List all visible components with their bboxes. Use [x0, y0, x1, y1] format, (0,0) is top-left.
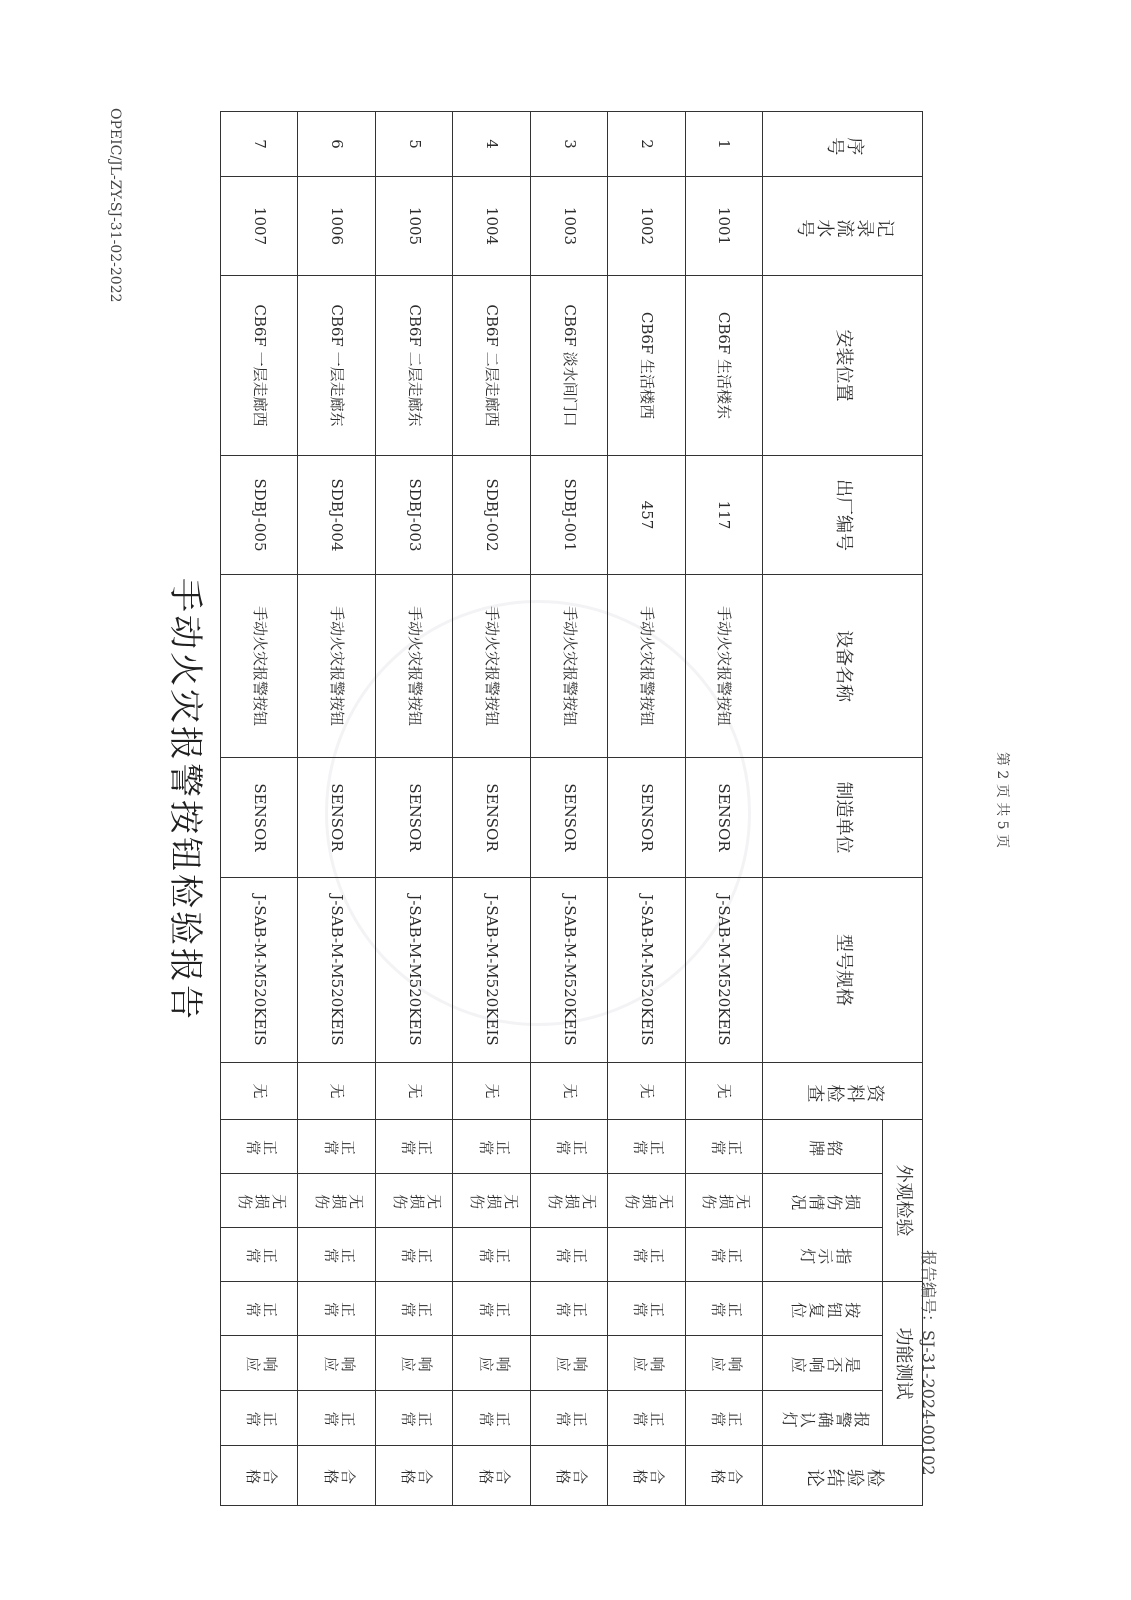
cell-manufacturer: SENSOR	[608, 758, 685, 878]
cell-reset: 正常	[530, 1282, 607, 1336]
cell-manufacturer: SENSOR	[221, 758, 298, 878]
cell-damage: 无损伤	[453, 1174, 530, 1228]
header-seq: 序号	[763, 112, 923, 177]
cell-confirm-light: 正常	[608, 1391, 685, 1446]
cell-record-no: 1005	[375, 177, 452, 276]
header-record-no: 记录流水号	[763, 177, 923, 276]
header-device-name: 设备名称	[763, 575, 923, 758]
cell-confirm-light: 正常	[221, 1391, 298, 1446]
cell-device-name: 手动火灾报警按钮	[608, 575, 685, 758]
header-confirm-light: 报警确认灯	[763, 1391, 883, 1446]
cell-location: CB6F 生活楼西	[608, 276, 685, 456]
cell-nameplate: 正常	[298, 1120, 375, 1174]
header-reset: 按钮复位	[763, 1282, 883, 1336]
cell-model: J-SAB-M-M520KEIS	[453, 878, 530, 1063]
table-row	[221, 112, 298, 1506]
cell-indicator: 正常	[453, 1228, 530, 1282]
cell-indicator: 正常	[375, 1228, 452, 1282]
cell-reset: 正常	[375, 1282, 452, 1336]
cell-conclusion: 合格	[685, 1446, 762, 1506]
cell-damage: 无损伤	[298, 1174, 375, 1228]
cell-damage: 无损伤	[221, 1174, 298, 1228]
cell-confirm-light: 正常	[685, 1391, 762, 1446]
cell-model: J-SAB-M-M520KEIS	[530, 878, 607, 1063]
header-response: 是否响应	[763, 1336, 883, 1391]
cell-reset: 正常	[608, 1282, 685, 1336]
cell-nameplate: 正常	[375, 1120, 452, 1174]
cell-model: J-SAB-M-M520KEIS	[375, 878, 452, 1063]
cell-conclusion: 合格	[453, 1446, 530, 1506]
cell-model: J-SAB-M-M520KEIS	[221, 878, 298, 1063]
cell-damage: 无损伤	[375, 1174, 452, 1228]
header-manufacturer: 制造单位	[763, 758, 923, 878]
cell-device-name: 手动火灾报警按钮	[530, 575, 607, 758]
cell-nameplate: 正常	[453, 1120, 530, 1174]
header-factory-no: 出厂编号	[763, 456, 923, 575]
cell-response: 响应	[375, 1336, 452, 1391]
cell-record-no: 1007	[221, 177, 298, 276]
cell-indicator: 正常	[608, 1228, 685, 1282]
cell-manufacturer: SENSOR	[530, 758, 607, 878]
header-conclusion: 检验结论	[763, 1446, 923, 1506]
cell-conclusion: 合格	[375, 1446, 452, 1506]
cell-doc-check: 无	[685, 1063, 762, 1120]
cell-reset: 正常	[221, 1282, 298, 1336]
cell-record-no: 1002	[608, 177, 685, 276]
cell-seq: 6	[298, 112, 375, 177]
cell-factory-no: 457	[608, 456, 685, 575]
cell-doc-check: 无	[453, 1063, 530, 1120]
cell-record-no: 1003	[530, 177, 607, 276]
header-doc-check: 资料检查	[763, 1063, 923, 1120]
cell-conclusion: 合格	[608, 1446, 685, 1506]
cell-reset: 正常	[453, 1282, 530, 1336]
cell-indicator: 正常	[685, 1228, 762, 1282]
cell-location: CB6F 一层走廊西	[221, 276, 298, 456]
cell-doc-check: 无	[221, 1063, 298, 1120]
cell-device-name: 手动火灾报警按钮	[453, 575, 530, 758]
cell-nameplate: 正常	[221, 1120, 298, 1174]
cell-seq: 1	[685, 112, 762, 177]
cell-conclusion: 合格	[298, 1446, 375, 1506]
header-damage: 损伤情况	[763, 1174, 883, 1228]
form-code: OPEIC/JL-ZY-SJ-31-02-2022	[107, 108, 123, 303]
cell-model: J-SAB-M-M520KEIS	[608, 878, 685, 1063]
cell-conclusion: 合格	[530, 1446, 607, 1506]
cell-doc-check: 无	[530, 1063, 607, 1120]
cell-location: CB6F 二层走廊西	[453, 276, 530, 456]
table-row	[530, 112, 607, 1506]
cell-seq: 5	[375, 112, 452, 177]
cell-factory-no: 117	[685, 456, 762, 575]
cell-confirm-light: 正常	[530, 1391, 607, 1446]
header-location: 安装位置	[763, 276, 923, 456]
cell-seq: 4	[453, 112, 530, 177]
cell-location: CB6F 淡水间门口	[530, 276, 607, 456]
header-model: 型号规格	[763, 878, 923, 1063]
cell-seq: 7	[221, 112, 298, 177]
table-row	[298, 112, 375, 1506]
header-indicator: 指示灯	[763, 1228, 883, 1282]
cell-manufacturer: SENSOR	[298, 758, 375, 878]
cell-confirm-light: 正常	[453, 1391, 530, 1446]
cell-confirm-light: 正常	[298, 1391, 375, 1446]
cell-model: J-SAB-M-M520KEIS	[685, 878, 762, 1063]
table-row	[608, 112, 685, 1506]
cell-factory-no: SDBJ-001	[530, 456, 607, 575]
report-number: 报告编号：SJ-31-2024-00102	[919, 1250, 938, 1476]
header-function-test: 功能测试	[883, 1282, 923, 1446]
cell-device-name: 手动火灾报警按钮	[221, 575, 298, 758]
inspection-table	[220, 111, 923, 1506]
cell-response: 响应	[530, 1336, 607, 1391]
cell-manufacturer: SENSOR	[375, 758, 452, 878]
cell-location: CB6F 二层走廊东	[375, 276, 452, 456]
page-footer: 第 2 页 共 5 页	[994, 751, 1010, 849]
cell-reset: 正常	[685, 1282, 762, 1336]
cell-nameplate: 正常	[608, 1120, 685, 1174]
report-title: 手动火灾报警按钮检验报告	[165, 578, 205, 1022]
table-row	[375, 112, 452, 1506]
cell-manufacturer: SENSOR	[685, 758, 762, 878]
cell-factory-no: SDBJ-005	[221, 456, 298, 575]
cell-doc-check: 无	[608, 1063, 685, 1120]
cell-nameplate: 正常	[530, 1120, 607, 1174]
cell-factory-no: SDBJ-002	[453, 456, 530, 575]
cell-confirm-light: 正常	[375, 1391, 452, 1446]
header-appearance: 外观检验	[883, 1120, 923, 1282]
cell-doc-check: 无	[298, 1063, 375, 1120]
cell-response: 响应	[298, 1336, 375, 1391]
cell-record-no: 1006	[298, 177, 375, 276]
cell-damage: 无损伤	[608, 1174, 685, 1228]
cell-response: 响应	[453, 1336, 530, 1391]
cell-indicator: 正常	[221, 1228, 298, 1282]
cell-seq: 3	[530, 112, 607, 177]
cell-response: 响应	[685, 1336, 762, 1391]
cell-indicator: 正常	[298, 1228, 375, 1282]
table-row	[453, 112, 530, 1506]
cell-reset: 正常	[298, 1282, 375, 1336]
table-row	[685, 112, 762, 1506]
cell-nameplate: 正常	[685, 1120, 762, 1174]
cell-location: CB6F 生活楼东	[685, 276, 762, 456]
cell-doc-check: 无	[375, 1063, 452, 1120]
cell-manufacturer: SENSOR	[453, 758, 530, 878]
cell-model: J-SAB-M-M520KEIS	[298, 878, 375, 1063]
cell-damage: 无损伤	[685, 1174, 762, 1228]
cell-location: CB6F 一层走廊东	[298, 276, 375, 456]
cell-device-name: 手动火灾报警按钮	[685, 575, 762, 758]
cell-factory-no: SDBJ-004	[298, 456, 375, 575]
cell-factory-no: SDBJ-003	[375, 456, 452, 575]
cell-damage: 无损伤	[530, 1174, 607, 1228]
header-nameplate: 铭牌	[763, 1120, 883, 1174]
cell-indicator: 正常	[530, 1228, 607, 1282]
cell-response: 响应	[221, 1336, 298, 1391]
cell-device-name: 手动火灾报警按钮	[298, 575, 375, 758]
cell-response: 响应	[608, 1336, 685, 1391]
cell-device-name: 手动火灾报警按钮	[375, 575, 452, 758]
cell-seq: 2	[608, 112, 685, 177]
cell-conclusion: 合格	[221, 1446, 298, 1506]
cell-record-no: 1001	[685, 177, 762, 276]
cell-record-no: 1004	[453, 177, 530, 276]
